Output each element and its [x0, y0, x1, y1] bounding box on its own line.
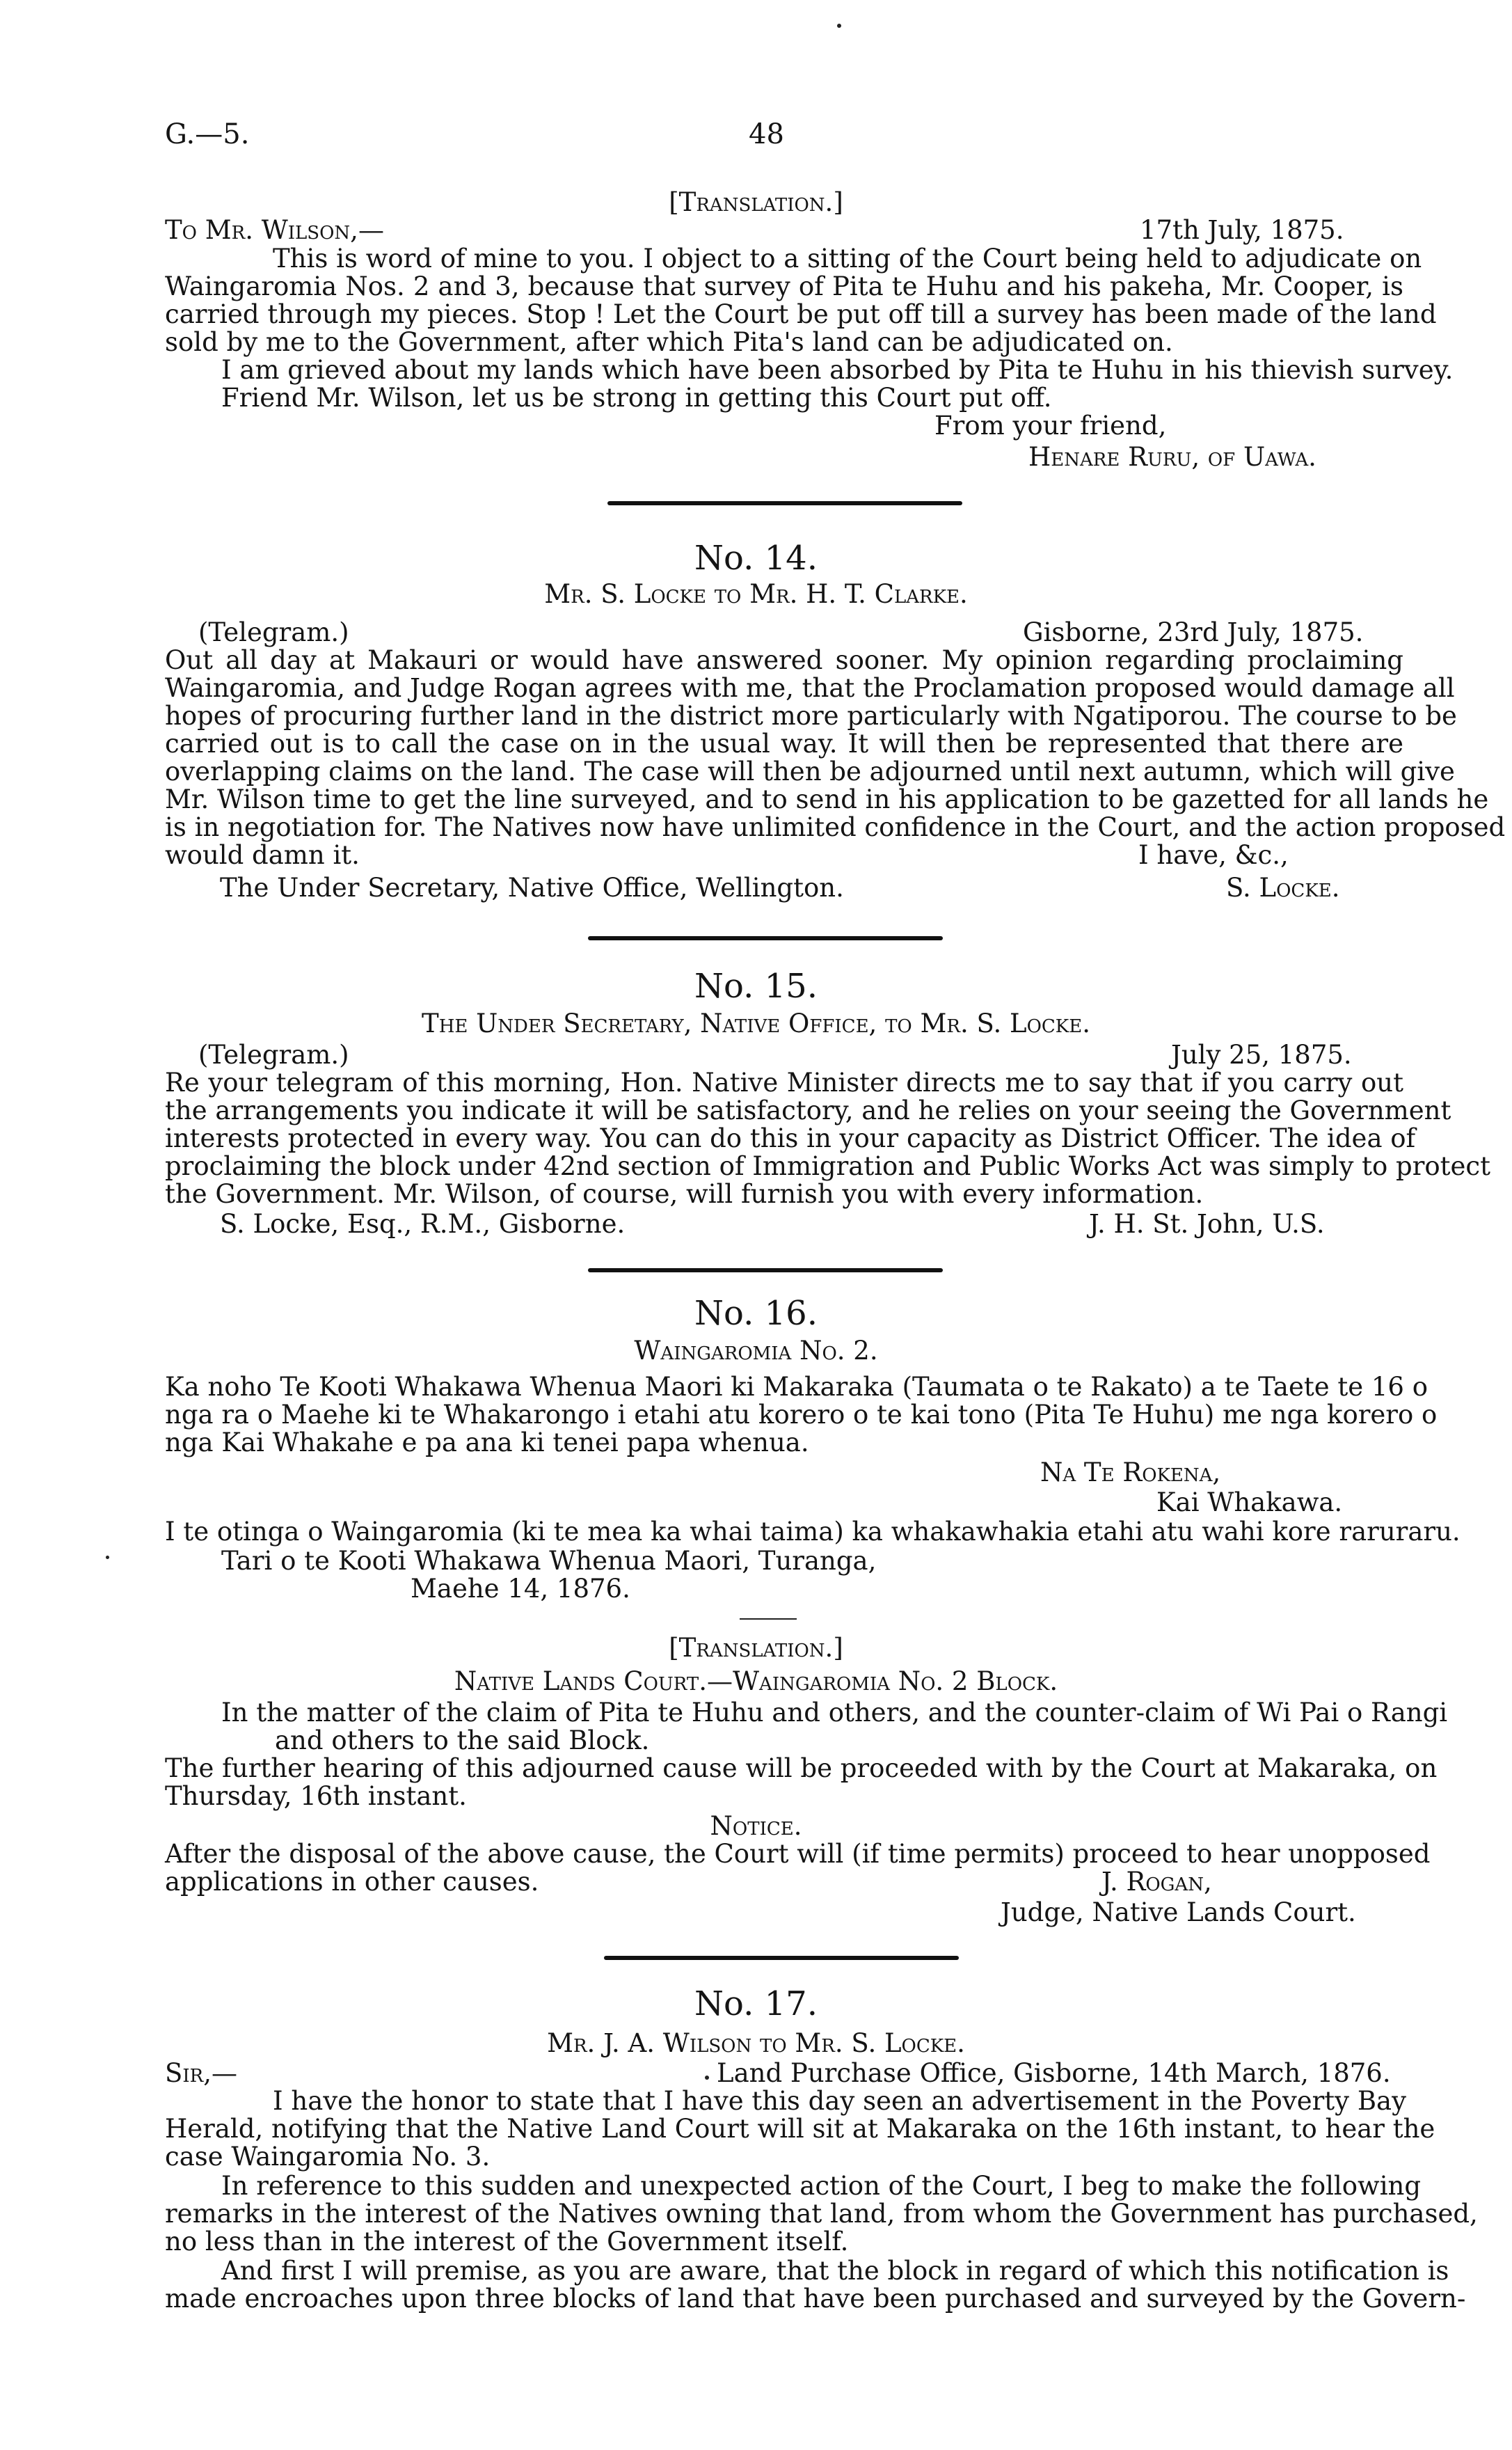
text-line: and others to the said Block.	[275, 1725, 650, 1755]
text-line: Waingaromia, and Judge Rogan agrees with me, that the Proclamation proposed would damage all	[165, 673, 1455, 703]
letter-date: 17th July, 1875.	[1140, 215, 1344, 245]
translation-title: Native Lands Court.—Waingaromia No. 2 Block.	[454, 1666, 1058, 1696]
text-line: remarks in the interest of the Natives owning that land, from whom the Government has purchased,	[165, 2199, 1478, 2229]
speck	[705, 2076, 709, 2080]
speck	[837, 24, 841, 28]
addressee: The Under Secretary, Native Office, Wellington.	[220, 873, 844, 903]
notice-heading: Notice.	[710, 1811, 802, 1841]
text-line: the arrangements you indicate it will be satisfactory, and he relies on your seeing the Government	[165, 1096, 1451, 1125]
text-line: proclaiming the block under 42nd section of Immigration and Public Works Act was simply to protect	[165, 1151, 1491, 1181]
text-line: In the matter of the claim of Pita te Huhu and others, and the counter-claim of Wi Pai o Rangi	[221, 1698, 1448, 1728]
place-line: Tari o te Kooti Whakawa Whenua Maori, Turanga,	[221, 1546, 877, 1576]
text-line: carried through my pieces. Stop ! Let the Court be put off till a survey has been made of the land	[165, 299, 1437, 329]
translation-heading: [Translation.]	[669, 1633, 843, 1663]
dateline: Land Purchase Office, Gisborne, 14th March, 1876.	[717, 2058, 1391, 2088]
text-line: would damn it.	[165, 840, 360, 870]
section-divider	[588, 936, 943, 940]
text-line: carried out is to call the case on in the usual way. It will then be represented that there are	[165, 729, 1403, 759]
text-line: Out all day at Makauri or would have answered sooner. My opinion regarding proclaiming	[165, 645, 1403, 675]
speck	[106, 1556, 109, 1559]
letter-signature: J. H. St. John, U.S.	[1089, 1209, 1325, 1239]
section-title: Mr. S. Locke to Mr. H. T. Clarke.	[544, 579, 968, 609]
salutation: Sir,—	[165, 2058, 237, 2088]
page-number: 48	[749, 118, 784, 150]
text-line: is in negotiation for. The Natives now have unlimited confidence in the Court, and the action proposed	[165, 812, 1506, 842]
text-line: sold by me to the Government, after which Pita's land can be adjudicated on.	[165, 327, 1173, 357]
signature-title: Judge, Native Lands Court.	[1001, 1897, 1356, 1927]
section-number: No. 16.	[694, 1294, 818, 1333]
date-line: Maehe 14, 1876.	[411, 1574, 630, 1604]
letter-closing: I have, &c.,	[1138, 840, 1289, 870]
text-line: I am grieved about my lands which have been absorbed by Pita te Huhu in his thievish survey.	[221, 355, 1454, 385]
telegram-label: (Telegram.)	[198, 617, 349, 647]
text-line: no less than in the interest of the Government itself.	[165, 2227, 849, 2257]
text-line: applications in other causes.	[165, 1867, 539, 1897]
signature-title: Kai Whakawa.	[1156, 1487, 1343, 1517]
text-line: case Waingaromia No. 3.	[165, 2142, 491, 2172]
letter-signature: Henare Ruru, of Uawa.	[1028, 442, 1316, 472]
translation-heading: [Translation.]	[669, 187, 843, 217]
section-divider	[588, 1268, 943, 1272]
text-line: I have the honor to state that I have this day seen an advertisement in the Poverty Bay	[273, 2086, 1406, 2116]
text-line: overlapping claims on the land. The case will then be adjourned until next autumn, which will give	[165, 757, 1455, 787]
text-line: The further hearing of this adjourned cause will be proceeded with by the Court at Makaraka, on	[165, 1753, 1438, 1783]
text-line: nga ra o Maehe ki te Whakarongo i etahi atu korero o te kai tono (Pita Te Huhu) me nga korero o	[165, 1400, 1438, 1430]
text-line: Waingaromia Nos. 2 and 3, because that survey of Pita te Huhu and his pakeha, Mr. Cooper, is	[165, 271, 1403, 301]
section-title: Mr. J. A. Wilson to Mr. S. Locke.	[547, 2028, 965, 2058]
section-divider	[604, 1956, 959, 1960]
letter-to: To Mr. Wilson,—	[165, 215, 384, 245]
section-number: No. 15.	[694, 967, 818, 1006]
text-line: Thursday, 16th instant.	[165, 1781, 467, 1811]
text-line: In reference to this sudden and unexpected action of the Court, I beg to make the following	[221, 2171, 1422, 2201]
telegram-date: Gisborne, 23rd July, 1875.	[1023, 617, 1364, 647]
text-line: Re your telegram of this morning, Hon. Native Minister directs me to say that if you carry out	[165, 1068, 1403, 1098]
section-number: No. 17.	[694, 1984, 818, 2023]
short-divider	[740, 1618, 797, 1620]
text-line: Ka noho Te Kooti Whakawa Whenua Maori ki Makaraka (Taumata o te Rakato) a te Taete te 16 o	[165, 1372, 1429, 1402]
addressee: S. Locke, Esq., R.M., Gisborne.	[220, 1209, 626, 1239]
header-ref: G.—5.	[165, 118, 250, 150]
text-line: And first I will premise, as you are aware, that the block in regard of which this notification is	[221, 2256, 1449, 2286]
text-line: Mr. Wilson time to get the line surveyed, and to send in his application to be gazetted for all lands he	[165, 784, 1489, 814]
text-line: I te otinga o Waingaromia (ki te mea ka whai taima) ka whakawhakia etahi atu wahi kore raruraru.	[165, 1517, 1461, 1547]
telegram-date: July 25, 1875.	[1171, 1040, 1352, 1070]
section-divider	[607, 501, 962, 505]
text-line: After the disposal of the above cause, the Court will (if time permits) proceed to hear unopposed	[165, 1839, 1431, 1869]
signature-name: Na Te Rokena,	[1040, 1457, 1221, 1487]
text-line: interests protected in every way. You can do this in your capacity as District Officer. The idea of	[165, 1123, 1416, 1153]
signature-name: J. Rogan,	[1101, 1867, 1212, 1897]
section-title: The Under Secretary, Native Office, to Mr. S. Locke.	[422, 1009, 1090, 1038]
text-line: nga Kai Whakahe e pa ana ki tenei papa whenua.	[165, 1428, 809, 1457]
text-line: Friend Mr. Wilson, let us be strong in getting this Court put off.	[221, 383, 1052, 413]
letter-signature: S. Locke.	[1226, 873, 1340, 903]
text-line: This is word of mine to you. I object to a sitting of the Court being held to adjudicate on	[273, 244, 1422, 274]
text-line: the Government. Mr. Wilson, of course, will furnish you with every information.	[165, 1179, 1204, 1209]
text-line: Herald, notifying that the Native Land Court will sit at Makaraka on the 16th instant, to hear the	[165, 2114, 1435, 2144]
text-line: made encroaches upon three blocks of land that have been purchased and surveyed by the Govern-	[165, 2284, 1466, 2314]
section-number: No. 14.	[694, 539, 818, 578]
letter-closing: From your friend,	[934, 411, 1167, 441]
section-title: Waingaromia No. 2.	[634, 1336, 878, 1366]
text-line: hopes of procuring further land in the district more particularly with Ngatiporou. The course to be	[165, 701, 1457, 731]
telegram-label: (Telegram.)	[198, 1040, 349, 1070]
